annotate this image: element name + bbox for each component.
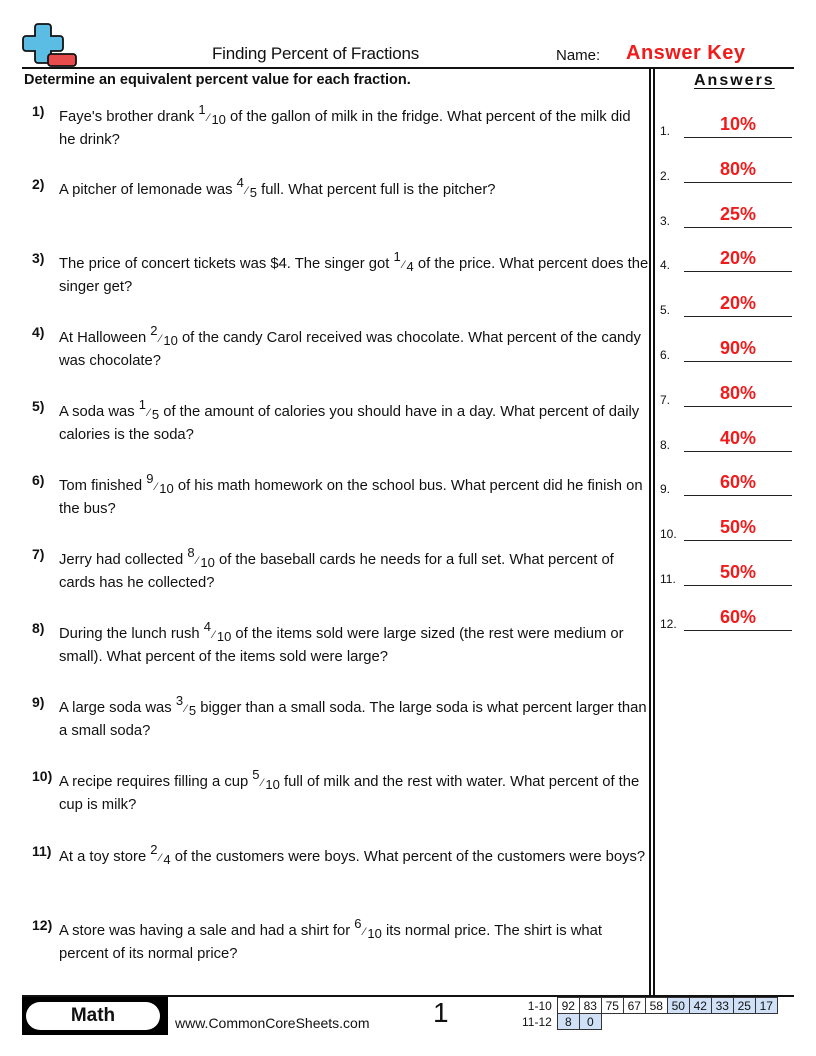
answer-line xyxy=(684,540,792,541)
question-text-after: of the gallon of milk in the fridge. What percent of the milk did he drink? xyxy=(59,109,631,148)
column-divider xyxy=(649,69,651,995)
answer-row xyxy=(660,422,794,452)
fraction-denominator: 10 xyxy=(367,926,382,941)
fraction xyxy=(236,175,257,200)
fraction-slash: ⁄ xyxy=(213,629,215,641)
question-text-before: Jerry had collected xyxy=(59,552,188,568)
score-cell: 8 xyxy=(557,1014,579,1030)
answer-row xyxy=(660,377,794,407)
score-cell: 83 xyxy=(579,998,601,1014)
answer-row xyxy=(660,287,794,317)
fraction xyxy=(175,693,197,718)
answer-index: 11. xyxy=(660,572,676,586)
answer-index: 4. xyxy=(660,258,671,273)
instructions: Determine an equivalent percent value for each fraction. xyxy=(24,72,411,88)
answer-row xyxy=(660,511,794,541)
fraction-numerator: 4 xyxy=(236,175,244,190)
fraction xyxy=(146,471,174,496)
name-value: Answer Key xyxy=(626,42,746,64)
answer-value: 60% xyxy=(719,472,757,493)
score-cell: 0 xyxy=(579,1014,601,1030)
score-cell: 67 xyxy=(623,998,645,1014)
answer-index: 5. xyxy=(660,303,671,318)
fraction-numerator: 8 xyxy=(187,545,195,560)
question-text-before: Tom finished xyxy=(59,478,147,494)
question-text xyxy=(59,767,649,816)
question-text-before: A pitcher of lemonade was xyxy=(59,182,237,198)
answer-line xyxy=(684,227,792,228)
fraction-denominator: 4 xyxy=(406,259,414,274)
fraction xyxy=(252,767,280,792)
question-text-after: of the baseball cards he needs for a full set. What percent of cards has he collected? xyxy=(59,552,614,591)
question-text-after: of the amount of calories you should have in a day. What percent of daily calories is the soda? xyxy=(59,404,640,443)
question-text-after: full of milk and the rest with water. What percent of the cup is milk? xyxy=(59,774,640,813)
question-text xyxy=(59,175,649,202)
name-label: Name: xyxy=(556,47,601,64)
answer-line xyxy=(684,451,792,452)
fraction-denominator: 5 xyxy=(249,185,257,200)
fraction xyxy=(150,323,178,348)
question-text-after: of his math homework on the school bus. What percent did he finish on the bus? xyxy=(59,478,643,517)
fraction xyxy=(150,842,171,867)
site-link[interactable]: www.CommonCoreSheets.com xyxy=(175,1015,370,1031)
fraction-numerator: 1 xyxy=(138,397,147,412)
fraction-numerator: 4 xyxy=(203,619,211,634)
answer-value: 20% xyxy=(719,248,757,269)
score-cell: 92 xyxy=(557,998,579,1014)
question-number: 11) xyxy=(32,843,52,859)
question-text xyxy=(59,471,649,520)
question-text xyxy=(59,102,649,151)
answer-row xyxy=(660,242,794,272)
plus-minus-logo-icon xyxy=(22,22,80,68)
fraction-denominator: 5 xyxy=(188,703,197,718)
fraction-numerator: 9 xyxy=(146,471,154,486)
answer-row xyxy=(660,466,794,496)
question-text xyxy=(59,693,649,742)
answer-line xyxy=(684,406,792,407)
question-text-after: of the customers were boys. What percent of the customers were boys? xyxy=(170,849,646,865)
answer-index: 2. xyxy=(660,168,671,183)
question-text-after: bigger than a small soda. The large soda is what percent larger than a small soda? xyxy=(59,700,647,739)
question-text xyxy=(59,842,649,869)
fraction-slash: ⁄ xyxy=(185,703,187,715)
score-table xyxy=(520,997,778,1030)
fraction-numerator: 1 xyxy=(198,102,206,117)
score-cell: 25 xyxy=(733,998,755,1014)
answer-value: 25% xyxy=(719,203,757,224)
answer-row xyxy=(660,108,794,138)
fraction-denominator: 5 xyxy=(151,407,160,422)
subject-badge xyxy=(22,997,168,1035)
answer-index: 8. xyxy=(660,437,671,452)
question-number: 2) xyxy=(32,176,45,192)
answer-value: 60% xyxy=(719,606,757,627)
fraction xyxy=(187,545,215,570)
question-number: 12) xyxy=(32,917,53,933)
question-number: 9) xyxy=(32,694,45,710)
fraction-slash: ⁄ xyxy=(159,852,162,864)
fraction-slash: ⁄ xyxy=(196,555,199,567)
question-number: 5) xyxy=(32,398,45,414)
fraction xyxy=(203,619,232,644)
question-number: 10) xyxy=(32,768,53,784)
fraction-numerator: 5 xyxy=(252,767,260,782)
question-text xyxy=(59,249,649,298)
question-text-after: of the price. What percent does the singer get? xyxy=(59,256,649,295)
answer-line xyxy=(684,137,792,138)
column-divider xyxy=(653,69,655,995)
fraction-denominator: 10 xyxy=(159,481,174,496)
score-cell: 42 xyxy=(689,998,711,1014)
page-number: 1 xyxy=(433,997,449,1028)
fraction xyxy=(393,249,414,274)
question-text xyxy=(59,619,649,668)
fraction-denominator: 10 xyxy=(216,629,232,644)
answer-line xyxy=(684,630,792,631)
answer-value: 90% xyxy=(719,338,757,358)
answer-index: 10. xyxy=(660,527,677,542)
score-cell: 75 xyxy=(601,998,623,1014)
answer-line xyxy=(684,495,792,496)
score-range-label: 1-10 xyxy=(527,998,552,1013)
subject-label: Math xyxy=(26,1002,160,1030)
question-number: 3) xyxy=(32,250,45,266)
answers-heading: Answers xyxy=(694,72,775,89)
fraction-slash: ⁄ xyxy=(402,259,405,271)
fraction-denominator: 4 xyxy=(163,852,171,867)
header-divider xyxy=(22,67,794,69)
fraction-slash: ⁄ xyxy=(155,481,158,493)
fraction-slash: ⁄ xyxy=(261,777,264,789)
question-text-before: During the lunch rush xyxy=(59,626,204,642)
answer-value: 80% xyxy=(719,382,757,403)
fraction-slash: ⁄ xyxy=(363,926,366,938)
fraction-numerator: 1 xyxy=(393,249,401,264)
question-text-before: A soda was xyxy=(59,404,139,420)
answer-value: 50% xyxy=(719,562,757,582)
answer-index: 3. xyxy=(660,213,671,228)
question-text-before: A store was having a sale and had a shirt for xyxy=(59,923,355,939)
answer-row xyxy=(660,153,794,183)
fraction-denominator: 10 xyxy=(200,555,215,570)
question-text-before: A large soda was xyxy=(59,700,176,716)
fraction xyxy=(198,102,226,127)
question-text xyxy=(59,323,649,372)
fraction xyxy=(138,397,160,422)
question-text-before: A recipe requires filling a cup xyxy=(59,774,253,790)
question-text-before: At a toy store xyxy=(59,849,151,865)
question-text-after: of the items sold were large sized (the rest were medium or small). What percent of the items sold were large? xyxy=(59,626,624,665)
fraction-slash: ⁄ xyxy=(207,112,210,124)
answer-index: 7. xyxy=(660,392,671,407)
fraction-denominator: 10 xyxy=(265,777,280,792)
answer-row xyxy=(660,198,794,228)
answer-value: 40% xyxy=(719,427,757,448)
question-text-after: its normal price. The shirt is what percent of its normal price? xyxy=(59,923,602,962)
score-row xyxy=(520,998,777,1014)
question-number: 7) xyxy=(32,546,45,562)
answer-line xyxy=(684,182,792,183)
answer-row xyxy=(660,556,794,586)
answer-index: 6. xyxy=(660,348,671,362)
score-cell: 58 xyxy=(645,998,667,1014)
fraction-numerator: 3 xyxy=(175,693,184,708)
question-text-before: Faye's brother drank xyxy=(59,109,199,125)
answer-line xyxy=(684,271,792,272)
fraction xyxy=(354,916,382,941)
answer-index: 1. xyxy=(660,124,671,138)
question-text-after: of the candy Carol received was chocolate. What percent of the candy was chocolate? xyxy=(59,330,641,369)
question-text-before: At Halloween xyxy=(59,330,151,346)
question-number: 8) xyxy=(32,620,45,636)
answer-value: 50% xyxy=(719,517,757,538)
answer-row xyxy=(660,601,794,631)
answer-line xyxy=(684,361,792,362)
answer-line xyxy=(684,585,792,586)
answer-value: 20% xyxy=(719,293,757,314)
answer-index: 12. xyxy=(660,616,677,631)
question-number: 6) xyxy=(32,472,45,488)
score-cell: 50 xyxy=(667,998,689,1014)
fraction-numerator: 6 xyxy=(354,916,362,931)
fraction-numerator: 2 xyxy=(150,323,158,338)
fraction-slash: ⁄ xyxy=(245,185,248,197)
fraction-slash: ⁄ xyxy=(159,333,162,345)
question-text-after: full. What percent full is the pitcher? xyxy=(256,182,496,198)
answer-value: 80% xyxy=(719,158,757,179)
question-text xyxy=(59,397,649,446)
score-range-label: 11-12 xyxy=(522,1014,552,1029)
score-cell: 17 xyxy=(755,998,777,1014)
question-number: 4) xyxy=(32,324,45,340)
answer-value: 10% xyxy=(719,114,757,134)
answer-line xyxy=(684,316,792,317)
question-text-before: The price of concert tickets was $4. The singer got xyxy=(59,256,394,272)
question-text xyxy=(59,916,649,965)
fraction-numerator: 2 xyxy=(150,842,158,857)
fraction-denominator: 10 xyxy=(211,112,226,127)
answer-index: 9. xyxy=(660,482,671,497)
fraction-denominator: 10 xyxy=(163,333,178,348)
score-row xyxy=(520,1014,777,1030)
answer-row xyxy=(660,332,794,362)
score-cell: 33 xyxy=(711,998,733,1014)
question-text xyxy=(59,545,649,594)
question-number: 1) xyxy=(32,103,45,119)
worksheet-title: Finding Percent of Fractions xyxy=(212,44,419,63)
fraction-slash: ⁄ xyxy=(148,407,150,419)
